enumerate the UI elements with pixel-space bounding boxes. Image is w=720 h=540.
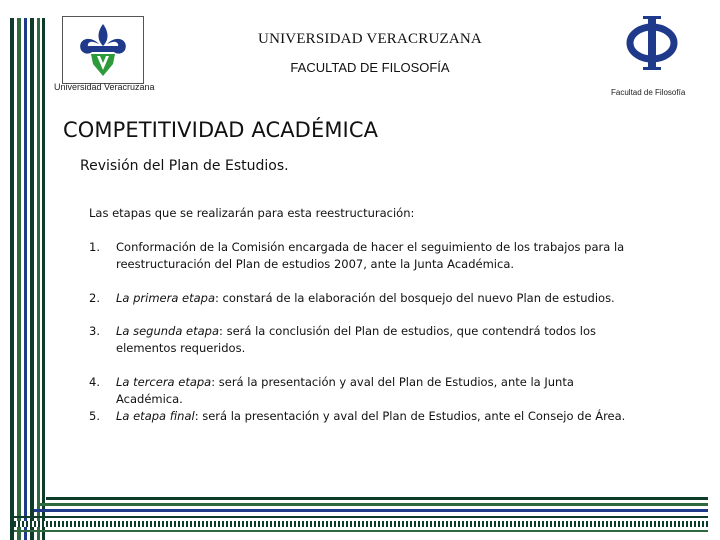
slide-title: COMPETITIVIDAD ACADÉMICA	[63, 118, 379, 142]
step-number: 4.	[89, 375, 100, 389]
step-text	[116, 408, 644, 425]
step-emphasis: La tercera etapa	[116, 375, 212, 389]
intro-text: Las etapas que se realizarán para esta reestructuración:	[89, 206, 415, 220]
bottom-bar	[40, 503, 708, 506]
step-text	[116, 239, 644, 273]
faculty-title: FACULTAD DE FILOSOFÍA	[290, 60, 450, 75]
step-text	[116, 323, 644, 357]
stripe	[10, 18, 14, 540]
stripe	[24, 18, 27, 540]
step-text	[116, 374, 644, 408]
stripe	[37, 18, 40, 540]
left-logo-caption: Universidad Veracruzana	[54, 82, 155, 92]
step-body: Conformación de la Comisión encargada de hacer el seguimiento de los trabajos para la reestructuración del Plan de estudios 2007, ante la Junta Académica.	[116, 240, 625, 271]
step-number: 2.	[89, 291, 100, 305]
step-number: 5.	[89, 409, 100, 423]
left-decorative-stripes	[0, 0, 46, 540]
step-body: : será la presentación y aval del Plan de Estudios, ante la Junta Académica.	[116, 375, 574, 406]
slide-subtitle: Revisión del Plan de Estudios.	[80, 158, 289, 174]
bottom-bar-pattern	[14, 521, 708, 527]
stripe	[42, 18, 45, 540]
bottom-bar	[34, 509, 708, 512]
stripe	[17, 18, 21, 540]
step-body: : será la conclusión del Plan de estudios, que contendrá todos los elementos requeridos.	[116, 324, 596, 355]
step-body: : será la presentación y aval del Plan de Estudios, ante el Consejo de Área.	[194, 409, 626, 423]
bottom-bar	[14, 530, 708, 532]
right-logo-caption: Facultad de Filosofía	[611, 88, 686, 97]
step-body: : constará de la elaboración del bosquejo del nuevo Plan de estudios.	[215, 291, 615, 305]
university-title: UNIVERSIDAD VERACRUZANA	[258, 31, 482, 47]
step-emphasis: La segunda etapa	[116, 324, 220, 338]
step-emphasis: La etapa final	[116, 409, 195, 423]
step-number: 1.	[89, 240, 100, 254]
step-number: 3.	[89, 324, 100, 338]
step-emphasis: La primera etapa	[116, 291, 216, 305]
bottom-bar	[46, 497, 708, 500]
stripe	[30, 18, 34, 540]
step-text	[116, 290, 644, 307]
bottom-bar	[14, 516, 708, 518]
